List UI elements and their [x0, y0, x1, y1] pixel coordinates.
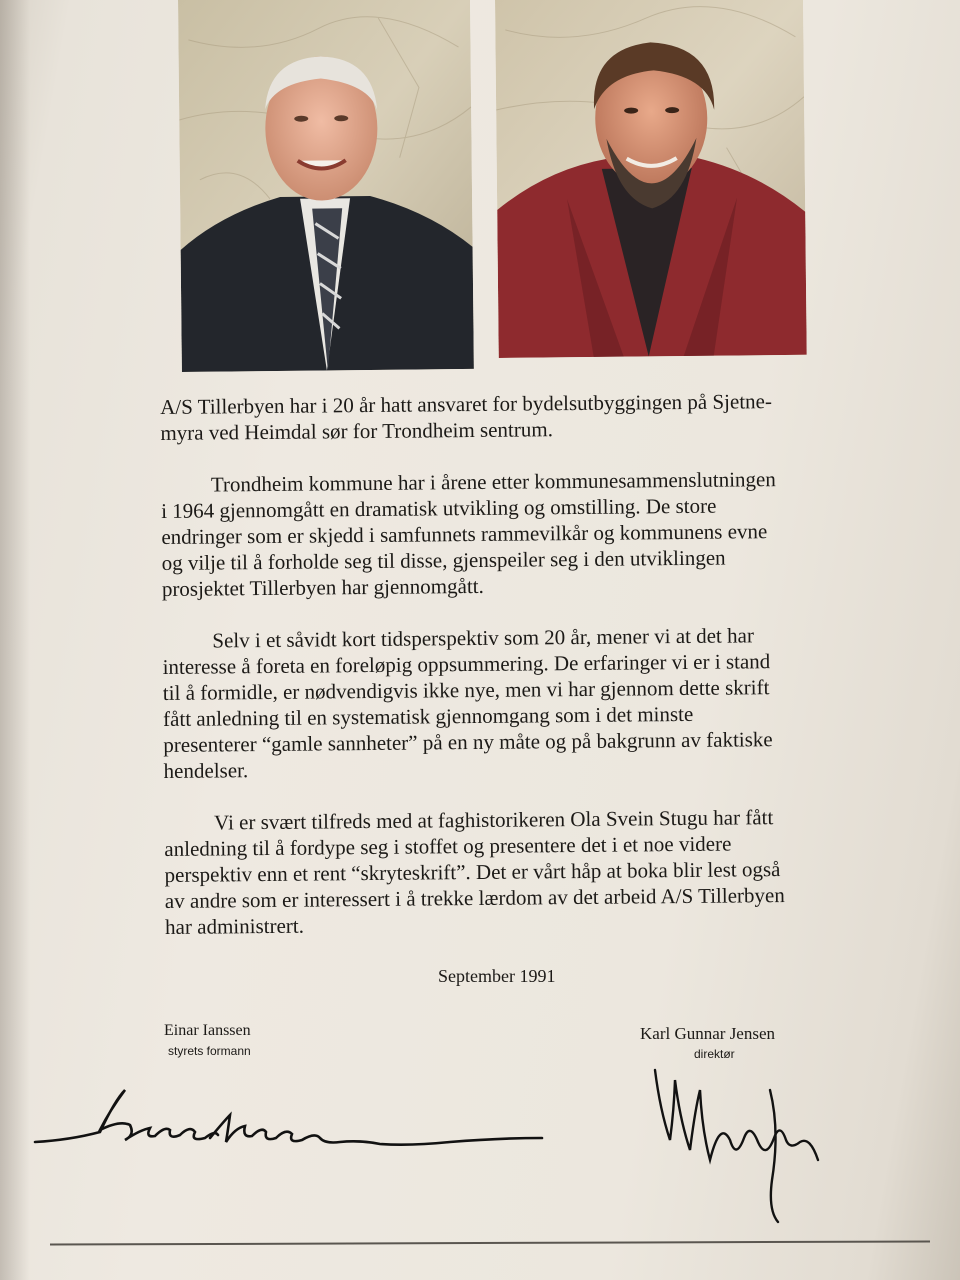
- paragraph-1: [160, 387, 850, 446]
- paragraph-2-line: Trondheim kommune har i årene etter kommunesammenslutningen: [210, 467, 776, 497]
- paragraph-3-line: til å formidle, er nødvendigvis ikke nye, men vi har gjennom dette skrift: [162, 675, 770, 705]
- paragraph-4-line: perspektiv enn et rent “skryteskrift”. Det er vårt håp at boka blir lest også: [164, 857, 781, 887]
- portrait-photo-right: [495, 0, 807, 358]
- signatory-right-name: Karl Gunnar Jensen: [640, 1024, 776, 1043]
- paragraph-2: [161, 465, 852, 602]
- paragraph-2-line: og vilje til å forholde seg til disse, gjenspeiler seg i den utviklingen: [161, 545, 726, 575]
- paragraph-3-line: hendelser.: [163, 758, 249, 783]
- paragraph-4-line: har administrert.: [165, 913, 305, 939]
- portrait-photo-left: [178, 0, 474, 372]
- paragraph-1-line: myra ved Heimdal sør for Trondheim sentrum.: [160, 417, 554, 445]
- paragraph-2-line: i 1964 gjennomgått en dramatisk utvikling og omstilling. De store: [161, 493, 717, 523]
- portrait-photo-right-image: [495, 0, 807, 358]
- paragraph-3-line: fått anledning til en systematisk gjennomgang som i det minste: [163, 701, 694, 731]
- paragraph-3-line: presenterer “gamle sannheter” på en ny måte og på bakgrunn av faktiske: [163, 727, 773, 757]
- signature-right: [640, 1050, 830, 1230]
- signatory-right-title: direktør: [694, 1047, 735, 1061]
- paragraph-4-line: av andre som er interessert i å trekke lærdom av det arbeid A/S Tillerbyen: [164, 883, 785, 913]
- paragraph-3-line: interesse å foreta en foreløpig oppsummering. De erfaringer vi er i stand: [162, 649, 771, 679]
- paragraph-2-line: endringer som er skjedd i samfunnets rammevilkår og kommunens evne: [161, 519, 768, 549]
- page-spine-shadow: [0, 0, 30, 1280]
- signature-left: [30, 1080, 550, 1160]
- paragraph-1-line: A/S Tillerbyen har i 20 år hatt ansvaret for bydelsutbyggingen på Sjetne-: [160, 389, 773, 419]
- bottom-rule: [50, 1240, 930, 1245]
- paragraph-4: [164, 803, 855, 940]
- foreword-text: [160, 387, 855, 966]
- paragraph-3-line: Selv i et såvidt kort tidsperspektiv som 20 år, mener vi at det har: [212, 623, 755, 653]
- signatory-left-name: Einar Ianssen: [164, 1022, 251, 1039]
- signatory-left-title: styrets formann: [168, 1044, 251, 1058]
- paragraph-3: [162, 621, 853, 784]
- portrait-photo-left-image: [178, 0, 474, 372]
- paragraph-4-line: Vi er svært tilfreds med at faghistorikeren Ola Svein Stugu har fått: [214, 805, 774, 835]
- paragraph-4-line: anledning til å fordype seg i stoffet og presentere det i et noe videre: [164, 831, 732, 861]
- document-date: September 1991: [438, 966, 556, 986]
- paragraph-2-line: prosjektet Tillerbyen har gjennomgått.: [161, 573, 484, 601]
